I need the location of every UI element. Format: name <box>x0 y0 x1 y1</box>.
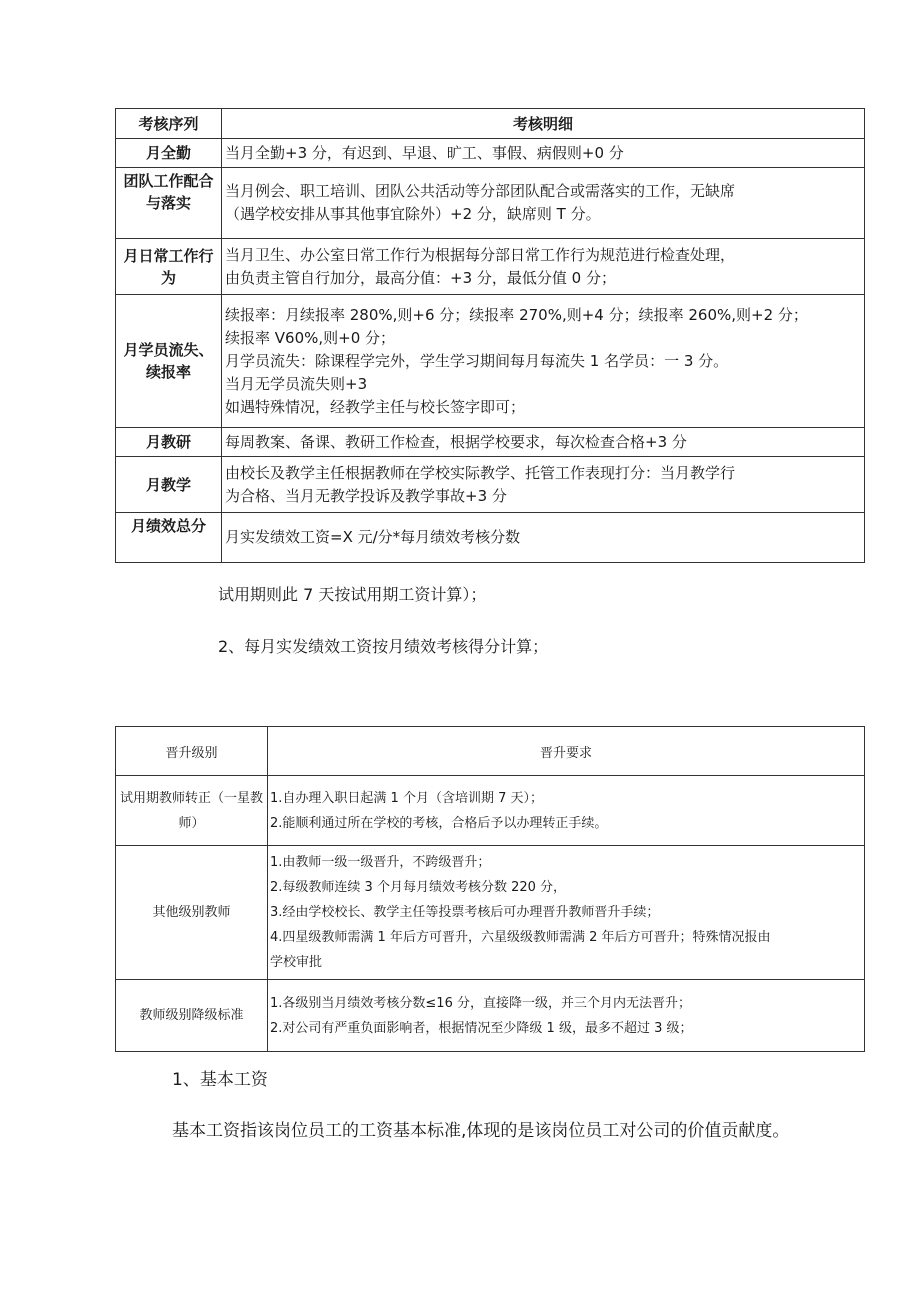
detail-line: 1.自办理入职日起满 1 个月（含培训期 7 天）； <box>270 790 543 806</box>
detail-line: 月实发绩效工资=X 元/分*每月绩效考核分数 <box>225 528 521 546</box>
row-detail <box>222 295 865 428</box>
table-row <box>116 513 865 563</box>
column-header: 考核序列 <box>116 109 222 139</box>
row-label: 月日常工作行为 <box>116 239 222 295</box>
row-detail <box>222 428 865 457</box>
row-label: 月教学 <box>116 457 222 513</box>
row-label: 月学员流失、续报率 <box>116 295 222 428</box>
row-label: 团队工作配合与落实 <box>116 168 222 239</box>
row-detail <box>222 457 865 513</box>
column-header: 考核明细 <box>222 109 865 139</box>
row-label: 月全勤 <box>116 139 222 168</box>
table-row <box>116 139 865 168</box>
paragraph: 基本工资指该岗位员工的工资基本标准,体现的是该岗位员工对公司的价值贡献度。 <box>172 1121 790 1141</box>
column-header: 晋升要求 <box>268 727 865 776</box>
detail-line: 当月例会、职工培训、团队公共活动等分部团队配合或需落实的工作，无缺席 <box>225 182 736 200</box>
column-header: 晋升级别 <box>116 727 268 776</box>
detail-line: 1.由教师一级一级晋升，不跨级晋升； <box>270 855 491 870</box>
table-row <box>116 295 865 428</box>
table-row <box>116 846 865 980</box>
detail-line: 当月全勤+3 分，有迟到、早退、旷工、事假、病假则+0 分 <box>225 143 624 162</box>
table-row <box>116 428 865 457</box>
detail-line: 3.经由学校校长、教学主任等投票考核后可办理晋升教师晋升手续； <box>270 905 660 920</box>
row-detail <box>222 513 865 563</box>
detail-line: 由校长及教学主任根据教师在学校实际教学、托管工作表现打分：当月教学行 <box>225 463 736 482</box>
table-row <box>116 239 865 295</box>
table-row <box>116 168 865 239</box>
detail-line: 由负责主管自行加分，最高分值：+3 分，最低分值 0 分； <box>225 268 616 287</box>
detail-line: 当月无学员流失则+3 <box>225 374 368 393</box>
row-label: 其他级别教师 <box>116 846 268 980</box>
detail-line: 1.各级别当月绩效考核分数≤16 分，直接降一级，并三个月内无法晋升； <box>270 995 691 1011</box>
table-header-row <box>116 727 865 776</box>
row-detail <box>222 239 865 295</box>
detail-line: 2.每级教师连续 3 个月每月绩效考核分数 220 分， <box>270 880 567 895</box>
detail-line: 为合格、当月无教学投诉及教学事故+3 分 <box>225 486 507 505</box>
row-label: 月绩效总分 <box>116 513 222 563</box>
section-heading: 1、基本工资 <box>172 1070 268 1090</box>
detail-line: 如遇特殊情况，经教学主任与校长签字即可； <box>225 397 526 416</box>
row-detail <box>268 846 865 980</box>
detail-line: 4.四星级教师需满 1 年后方可晋升，六星级级教师需满 2 年后方可晋升；特殊情况报由 <box>270 930 771 945</box>
paragraph: 试用期则此 7 天按试用期工资计算）； <box>218 585 487 604</box>
detail-line: 学校审批 <box>270 955 323 970</box>
row-label: 月教研 <box>116 428 222 457</box>
detail-line: 2.对公司有严重负面影响者，根据情况至少降级 1 级，最多不超过 3 级； <box>270 1020 693 1036</box>
row-detail <box>222 139 865 168</box>
detail-line: 每周教案、备课、教研工作检查，根据学校要求，每次检查合格+3 分 <box>225 432 687 451</box>
row-detail <box>222 168 865 239</box>
table-row <box>116 776 865 846</box>
table-header-row <box>116 109 865 139</box>
detail-line: 当月卫生、办公室日常工作行为根据每分部日常工作行为规范进行检查处理， <box>225 245 736 264</box>
row-detail <box>268 776 865 846</box>
detail-line: 续报率：月续报率 280%,则+6 分；续报率 270%,则+4 分；续报率 260%,则+2 分； <box>225 305 808 324</box>
paragraph: 2、每月实发绩效工资按月绩效考核得分计算； <box>218 637 549 656</box>
detail-line: 续报率 V60%,则+0 分； <box>225 328 396 347</box>
table-row <box>116 980 865 1052</box>
detail-line: 月学员流失：除课程学完外，学生学习期间每月每流失 1 名学员：一 3 分。 <box>225 351 729 370</box>
row-label: 教师级别降级标准 <box>116 980 268 1052</box>
promotion-table <box>115 726 865 1052</box>
row-label: 试用期教师转正（一星教师） <box>116 776 268 846</box>
row-detail <box>268 980 865 1052</box>
table-row <box>116 457 865 513</box>
detail-line: 2.能顺利通过所在学校的考核，合格后予以办理转正手续。 <box>270 815 608 831</box>
detail-line: （遇学校安排从事其他事宜除外）+2 分，缺席则 T 分。 <box>225 205 601 223</box>
assessment-table <box>115 108 865 563</box>
